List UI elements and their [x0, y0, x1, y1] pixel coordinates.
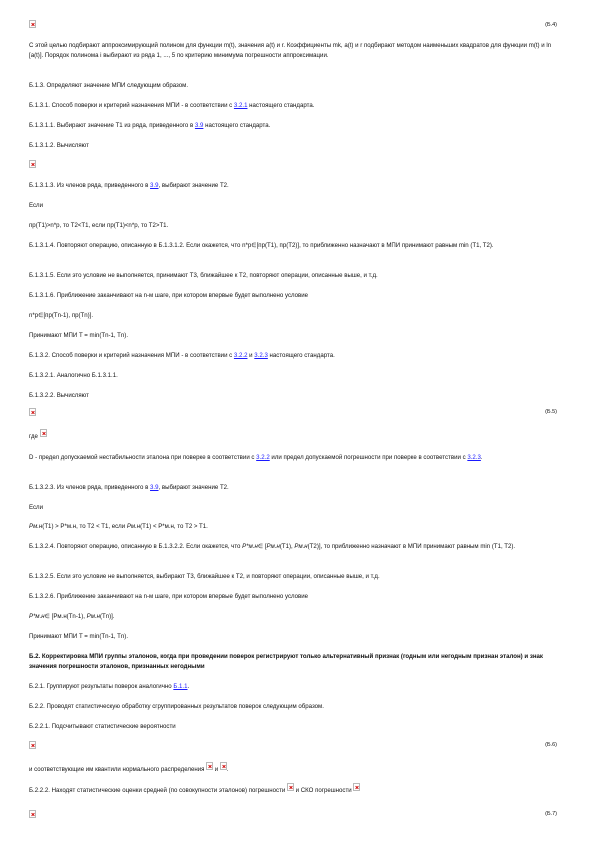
paragraph-b1-3-2-6: Б.1.3.2.6. Приближение заканчивают на n-м шаге, при котором впервые будет выполнено условие — [29, 593, 309, 600]
paragraph-b1-3-1-4: Б.1.3.1.4. Повторяют операцию, описанную в Б.1.3.1.2. Если окажется, что n*р∈[пр(T1), пр(T2)], то приближенно назначают в МПИ принимают равным min (T1, T2). — [29, 242, 494, 249]
link-3-2-2-b[interactable]: 3.2.2 — [256, 454, 270, 461]
equation-number-b4: (Б.4) — [545, 22, 557, 28]
paragraph-b1-3-1-1: Б.1.3.1.1. Выбирают значение T1 из ряда, приведенного в 3.9 настоящего стандарта. — [29, 122, 271, 129]
link-b1-1[interactable]: Б.1.1 — [173, 683, 188, 690]
paragraph-accept-2: Принимают МПИ T = min(Tn-1, Tn). — [29, 633, 129, 640]
paragraph-b1-3-2-2: Б.1.3.2.2. Вычисляют — [29, 392, 89, 399]
paragraph-b1-3-1-2: Б.1.3.1.2. Вычисляют — [29, 142, 89, 149]
paragraph-b2-1: Б.2.1. Группируют результаты поверок аналогично Б.1.1. — [29, 683, 190, 690]
paragraph-b2-2-1: Б.2.2.1. Подсчитывают статистические вероятности — [29, 723, 176, 730]
paragraph-accept-1: Принимают МПИ T = min(Tn-1, Tn). — [29, 332, 129, 339]
paragraph-b1-3-1-6: Б.1.3.1.6. Приближение заканчивают на n-м шаге, при котором впервые будет выполнено условие — [29, 292, 309, 299]
formula-image-b7 — [29, 810, 36, 818]
paragraph-b1-3-1-5: Б.1.3.1.5. Если это условие не выполняется, принимают T3, ближайшее к T2, повторяют операции, описанные выше, и т.д. — [29, 272, 378, 279]
link-3-9-c[interactable]: 3.9 — [150, 484, 159, 491]
link-3-2-3-b[interactable]: 3.2.3 — [467, 454, 481, 461]
link-3-9[interactable]: 3.9 — [194, 122, 204, 129]
equation-number-b5: (Б.5) — [545, 409, 557, 415]
formula-image-sko-error — [353, 783, 360, 791]
paragraph-b1-3-2-3: Б.1.3.2.3. Из членов ряда, приведенного в 3.9, выбирают значение T2. — [29, 484, 229, 491]
link-3-2-3[interactable]: 3.2.3 — [254, 352, 268, 359]
formula-image-quantile-2 — [220, 762, 227, 770]
paragraph-b1-3-2-4: Б.1.3.2.4. Повторяют операцию, описанную в Б.1.3.2.2. Если окажется, что P*м.н∈ [Рм.н(T1), Рм.н(T2)], то приближенно назначают в МПИ принимают равным min (T1, T2). — [29, 543, 516, 550]
paragraph-b1-3-2-1: Б.1.3.2.1. Аналогично Б.1.3.1.1. — [29, 372, 118, 379]
link-3-2-2[interactable]: 3.2.2 — [233, 352, 248, 359]
formula-image-b5 — [29, 408, 36, 416]
paragraph-approximation: С этой целью подбирают аппроксимирующий полином для функции m(t), значения a(t) и r. Коэффициенты mk, a(t) и r подбирают методом наименьших квадратов для функции m(t) и ln [a(t)]. Порядок полинома i выбирают из ряда 1, ..., 5 по критерию минимума погрешности аппроксимации. — [29, 42, 552, 59]
equation-number-b6: (Б.6) — [545, 742, 557, 748]
formula-image-b4 — [29, 20, 36, 28]
equation-number-b7: (Б.7) — [545, 811, 557, 817]
formula-image-1 — [29, 160, 36, 168]
paragraph-b2-2-2: Б.2.2.2. Находят статистические оценки средней (по совокупности эталонов) погрешности и СКО погрешности — [29, 786, 562, 796]
formula-image-quantile-1 — [206, 762, 213, 770]
paragraph-where: где — [29, 432, 562, 442]
paragraph-quantiles: и соответствующие им квантили нормального распределения и . — [29, 765, 562, 775]
paragraph-b1-3-1: Б.1.3.1. Способ поверки и критерий назначения МПИ - в соответствии с 3.2.1 настоящего стандарта. — [29, 102, 315, 109]
paragraph-if-1: Если — [29, 202, 44, 209]
paragraph-condition-3: Рм.н(T1) > P*м.н, то T2 < T1, если Рм.н(T1) < P*м.н, то T2 > T1. — [29, 523, 208, 530]
paragraph-condition-2: n*р∈[пр(Tn-1), пр(Tn)]. — [29, 312, 94, 319]
paragraph-if-2: Если — [29, 504, 44, 511]
section-heading-b2: Б.2. Корректировка МПИ группы эталонов, когда при проведении поверок регистрируют только альтернативный признак (годным или негодным признан эталон) и знак значения погрешности эталонов, признанных негодными — [29, 653, 543, 670]
paragraph-condition-4: P*м.н∈ [Рм.н(Tn-1), Рм.н(Tn)]. — [29, 613, 115, 620]
paragraph-b1-3-2: Б.1.3.2. Способ поверки и критерий назначения МПИ - в соответствии с 3.2.2 и 3.2.3 настоящего стандарта. — [29, 352, 335, 359]
formula-image-b6 — [29, 741, 36, 749]
formula-image-where — [40, 429, 47, 437]
link-3-2-1[interactable]: 3.2.1 — [233, 102, 248, 109]
paragraph-b1-3-2-5: Б.1.3.2.5. Если это условие не выполняется, выбирают T3, ближайшее к T2, и повторяют операции, описанные выше, и т.д. — [29, 573, 380, 580]
paragraph-d-definition: D - предел допускаемой нестабильности эталона при поверке в соответствии с 3.2.2 или предел допускаемой погрешности при поверке в соответствии с 3.2.3. — [29, 454, 483, 461]
formula-image-mean-error — [287, 783, 294, 791]
paragraph-condition-1: пр(T1)>n*р, то T2<T1, если пр(T1)<n*р, то T2>T1. — [29, 222, 169, 229]
paragraph-b1-3: Б.1.3. Определяют значение МПИ следующим образом. — [29, 82, 189, 89]
paragraph-b2-2: Б.2.2. Проводят статистическую обработку сгруппированных результатов поверок следующим образом. — [29, 703, 324, 710]
paragraph-b1-3-1-3: Б.1.3.1.3. Из членов ряда, приведенного в 3.9, выбирают значение T2. — [29, 182, 229, 189]
link-3-9-b[interactable]: 3.9 — [150, 182, 159, 189]
